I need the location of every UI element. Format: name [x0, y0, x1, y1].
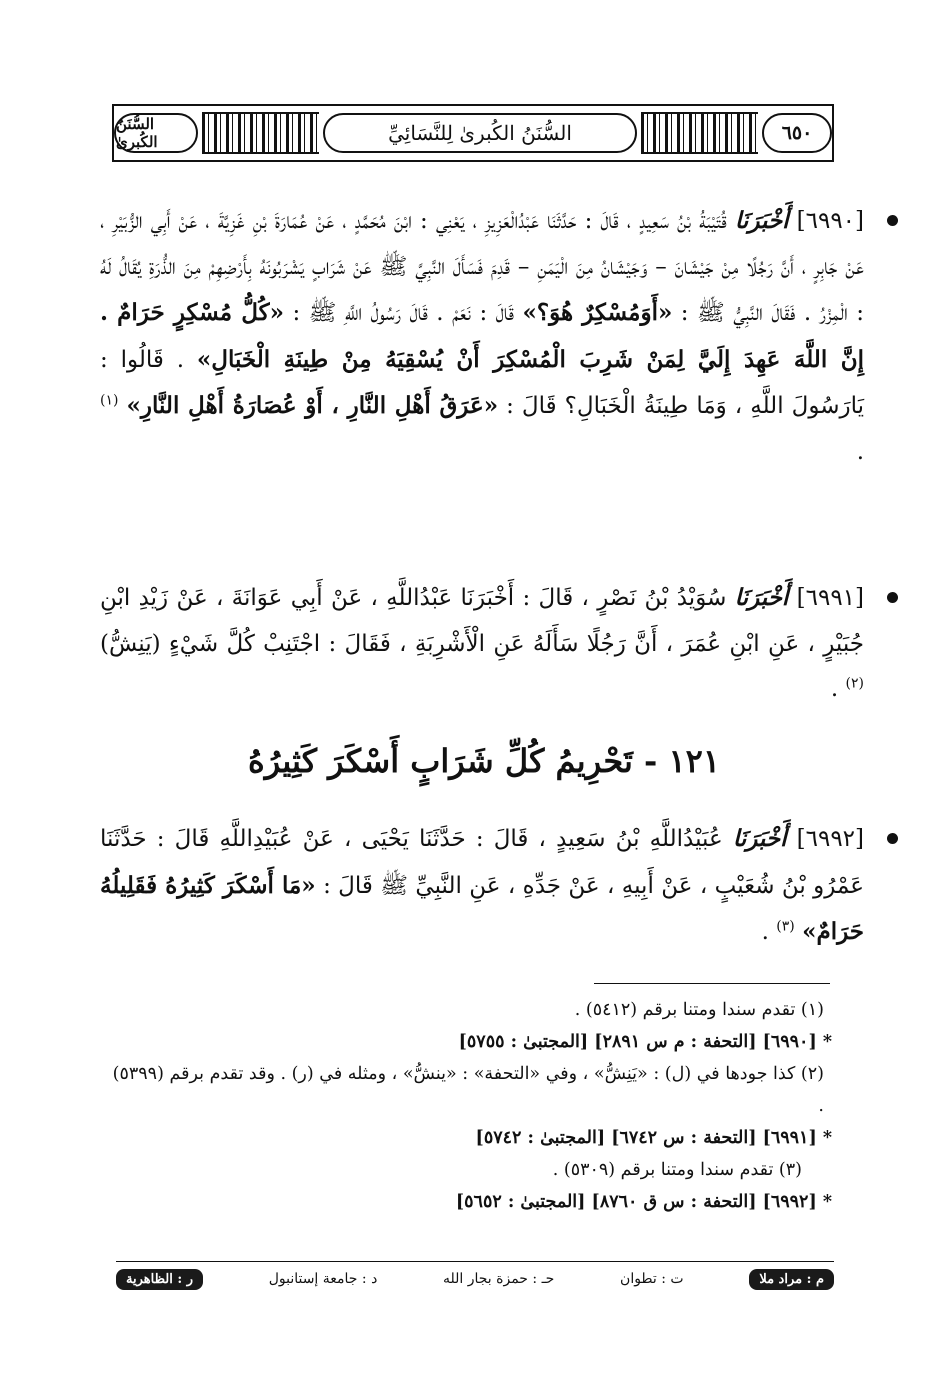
- logo-text: السُّنَنُ الكُبرىٰ: [116, 115, 158, 151]
- bullet-icon: [887, 833, 898, 844]
- hadith-text: [100, 816, 868, 956]
- manuscript-r: ر : الظاهرية: [116, 1269, 203, 1290]
- book-title-text: السُّنَنُ الكُبرىٰ لِلنَّسَائِيِّ: [388, 121, 572, 145]
- hadith-part: عُبَيْدُاللَّهِ بْنُ سَعِيدٍ ، قَالَ : حَدَّثَنَا يَحْيَى ، عَنْ عُبَيْدِاللَّهِ قَالَ : حَدَّثَنَا عَمْرُو بْنُ شُعَيْبٍ ، عَنْ أَبِيهِ ، عَنْ جَدِّهِ ، عَنِ النَّبِيِّ ﷺ قَالَ :: [100, 826, 865, 899]
- hadith-end: .: [830, 676, 839, 702]
- book-title: [323, 113, 637, 153]
- hadith-number: [٦٩٩٠]: [796, 208, 865, 234]
- footnotes: [112, 994, 832, 1218]
- akhbarana-label: أَخْبَرَنَا: [734, 584, 789, 611]
- page-number: [762, 113, 832, 153]
- bullet-icon: [887, 215, 898, 226]
- footnote-3: (٣) تقدم سندا ومتنا برقم (٥٣٠٩) .: [552, 1160, 802, 1180]
- akhbarana-label: أَخْبَرَنَا: [732, 825, 787, 852]
- hadith-part: قَالَ : نَعَمْ . قَالَ رَسُولُ اللَّهِ ﷺ :: [283, 300, 515, 326]
- footnote-source-6990: * [٦٩٩٠] [التحفة : م س ٢٨٩١] [المجتبىٰ : ٥٧٥٥]: [458, 1032, 832, 1052]
- footnote-2: (٢) كذا جودها في (ل) : «يَنِشُّ» ، وفي «التحفة» : «ينشُّ» ، ومثله في (ر) . وقد تقدم برقم (٥٣٩٩) .: [112, 1064, 824, 1116]
- book-logo: [114, 113, 198, 153]
- running-header: [112, 104, 834, 162]
- footnote-ref[interactable]: (٢): [845, 675, 864, 692]
- manuscript-t: ت : تطوان: [620, 1271, 684, 1287]
- hadith-text: [100, 575, 868, 713]
- hadith-part: . قَالُوا : يَارَسُولَ اللَّهِ ، وَمَا طِينَةُ الْخَبَالِ؟ قَالَ :: [100, 346, 864, 419]
- hadith-end: .: [856, 438, 864, 465]
- hadith-part: قُتَيْبَةُ بْنُ سَعِيدٍ ، قَالَ : حَدَّثَنَا عَبْدُالْعَزِيزِ ، يَعْنِي : ابْنَ مُحَمَّدٍ ، عَنْ عُمَارَةَ بْنِ غَزِيَّةَ ، عَنْ أَبِي الزُّبَيْرِ ، عَنْ جَابِرٍ ، أَنَّ رَجُلًا مِنْ جَيْشَانَ – وَجَيْشَانُ مِنَ الْيَمَنِ – قَدِمَ فَسَأَلَ النَّبِيَّ ﷺ عَنْ شَرَابٍ يَشْرَبُونَهُ بِأَرْضِهِمْ مِنَ الذُّرَةِ يُقَالُ لَهُ : الْمِزْرُ . فَقَالَ النَّبِيُّ ﷺ :: [100, 208, 865, 326]
- prophetic-speech: «أَوَمُسْكِرٌ هُوَ؟»: [522, 299, 673, 326]
- manuscript-legend: [116, 1264, 834, 1294]
- section-heading: ١٢١ - تَحْرِيمُ كُلِّ شَرَابٍ أَسْكَرَ كَثِيرُهُ: [247, 742, 721, 780]
- hadith-6990: [100, 198, 868, 475]
- akhbarana-label: أَخْبَرَنَا: [734, 207, 789, 234]
- manuscript-h: حـ : حمزة بجار الله: [443, 1271, 555, 1287]
- bullet-icon: [887, 592, 898, 603]
- manuscript-m: م : مراد ملا: [749, 1269, 834, 1290]
- footnote-divider: [594, 983, 830, 984]
- hadith-6992: [100, 816, 868, 956]
- hadith-6991: [100, 575, 868, 713]
- header-ornament-right: [641, 112, 758, 154]
- hadith-number: [٦٩٩١]: [796, 585, 865, 611]
- header-ornament-left: [202, 112, 319, 154]
- hadith-end: .: [761, 919, 769, 945]
- bottom-divider: [116, 1261, 834, 1262]
- footnote-source-6992: * [٦٩٩٢] [التحفة : س ق ٨٧٦٠] [المجتبىٰ : ٥٦٥٢]: [455, 1192, 832, 1212]
- footnote-1: (١) تقدم سندا ومتنا برقم (٥٤١٢) .: [574, 1000, 824, 1020]
- footnote-source-6991: * [٦٩٩١] [التحفة : س ٦٧٤٢] [المجتبىٰ : ٥٧٤٢]: [475, 1128, 832, 1148]
- manuscript-d: د : جامعة إستانبول: [268, 1271, 378, 1287]
- prophetic-speech: «كُلُّ مُسْكِرٍ حَرَامٌ . إِنَّ اللَّهَ عَهِدَ إِلَيَّ لِمَنْ شَرِبَ الْمُسْكِرَ أَنْ يُسْقِيَهُ مِنْ طِينَةِ الْخَبَالِ»: [100, 299, 865, 373]
- footnote-ref[interactable]: (٣): [776, 918, 795, 935]
- prophetic-speech: «عَرَقُ أَهْلِ النَّارِ ، أَوْ عُصَارَةُ أَهْلِ النَّارِ»: [126, 392, 499, 419]
- hadith-number: [٦٩٩٢]: [796, 826, 865, 852]
- hadith-part: سُوَيْدُ بْنُ نَصْرٍ ، قَالَ : أَخْبَرَنَا عَبْدُاللَّهِ ، عَنْ أَبِي عَوَانَةَ ، عَنْ زَيْدِ ابْنِ جُبَيْرٍ ، عَنِ ابْنِ عُمَرَ ، أَنَّ رَجُلًا سَأَلَهُ عَنِ الْأَشْرِبَةِ ، فَقَالَ : اجْتَنِبْ كُلَّ شَيْءٍ (يَنِشُّ): [100, 585, 864, 657]
- hadith-text: [100, 198, 868, 475]
- page-number-text: ٦٥٠: [781, 122, 813, 144]
- prophetic-speech: «مَا أَسْكَرَ كَثِيرُهُ فَقَلِيلُهُ حَرَامٌ»: [100, 871, 864, 945]
- footnote-ref[interactable]: (١): [100, 392, 119, 409]
